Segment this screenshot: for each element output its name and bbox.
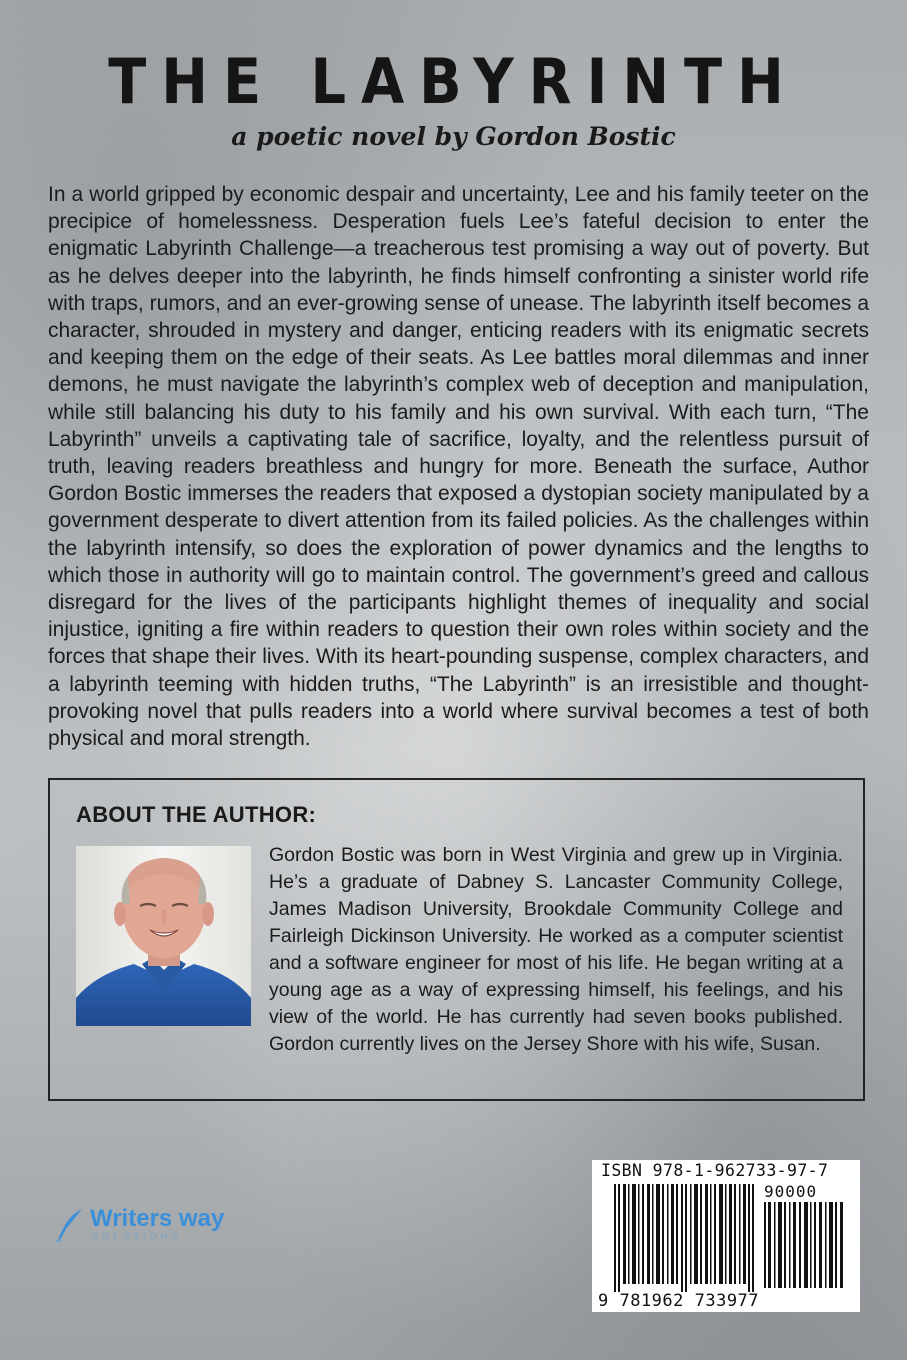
price-code: 90000 <box>764 1182 818 1201</box>
book-title: THE LABYRINTH <box>108 45 799 118</box>
isbn-barcode <box>592 1160 860 1312</box>
about-author-heading: ABOUT THE AUTHOR: <box>76 802 317 827</box>
isbn-number: ISBN 978-1-962733-97-7 <box>601 1161 829 1180</box>
barcode-icon <box>614 1184 754 1292</box>
ean-digits: 9 781962 733977 <box>598 1291 760 1311</box>
book-blurb: In a world gripped by economic despair and uncertainty, Lee and his family teeter on the precipice of homelessness. Desperation fuels Lee’s fateful decision to enter the enigmatic Labyrinth Challenge—a treacherous test promising a way out of poverty. But as he delves deeper into the labyrinth, he finds himself confronting a sinister world rife with traps, rumors, and an ever-growing sense of unease. The labyrinth itself becomes a character, shrouded in mystery and danger, enticing readers with its enigmatic secrets and keeping them on the edge of their seats. As Lee battles moral dilemmas and inner demons, he must navigate the labyrinth’s complex web of deception and manipulation, while still balancing his duty to his family and his own survival. With each turn, “The Labyrinth” unveils a captivating tale of sacrifice, loyalty, and the relentless pursuit of truth, leaving readers breathless and hungry for more. Beneath the surface, Author Gordon Bostic immerses the readers that exposed a dystopian society manipulated by a government desperate to divert attention from its failed policies. As the challenges within the labyrinth intensify, so does the exploration of power dynamics and the lengths to which those in authority will go to maintain control. The government’s greed and callous disregard for the lives of the participants highlight themes of inequality and social injustice, igniting a fire within readers to question their own roles within society and the forces that shape their lives. With its heart-pounding suspense, complex characters, and a labyrinth teeming with hidden truths, “The Labyrinth” is an irresistible and thought-provoking novel that pulls readers into a world where survival becomes a test of both physical and moral strength. <box>48 183 869 751</box>
addon-barcode <box>764 1202 846 1288</box>
book-subtitle: a poetic novel by Gordon Bostic <box>231 122 676 151</box>
about-author-box <box>48 778 865 1101</box>
publisher-name: Writers way <box>90 1205 225 1232</box>
quill-icon <box>52 1207 86 1243</box>
publisher-tagline: SOLUTIONS <box>92 1231 182 1241</box>
about-author-text: Gordon Bostic was born in West Virginia and grew up in Virginia. He’s a graduate of Dabney S. Lancaster Community College, James Madison University, Brookdale Community College and Fairleigh Dickinson University. He worked as a computer scientist and a software engineer for most of his life. He began writing at a young age as a way of expressing himself, his feelings, and his view of the world. He has currently had seven books published. Gordon currently lives on the Jersey Shore with his wife, Susan. <box>269 844 843 1055</box>
author-photo <box>76 846 251 1026</box>
about-author-section <box>76 842 843 1058</box>
publisher-logo <box>52 1205 262 1247</box>
